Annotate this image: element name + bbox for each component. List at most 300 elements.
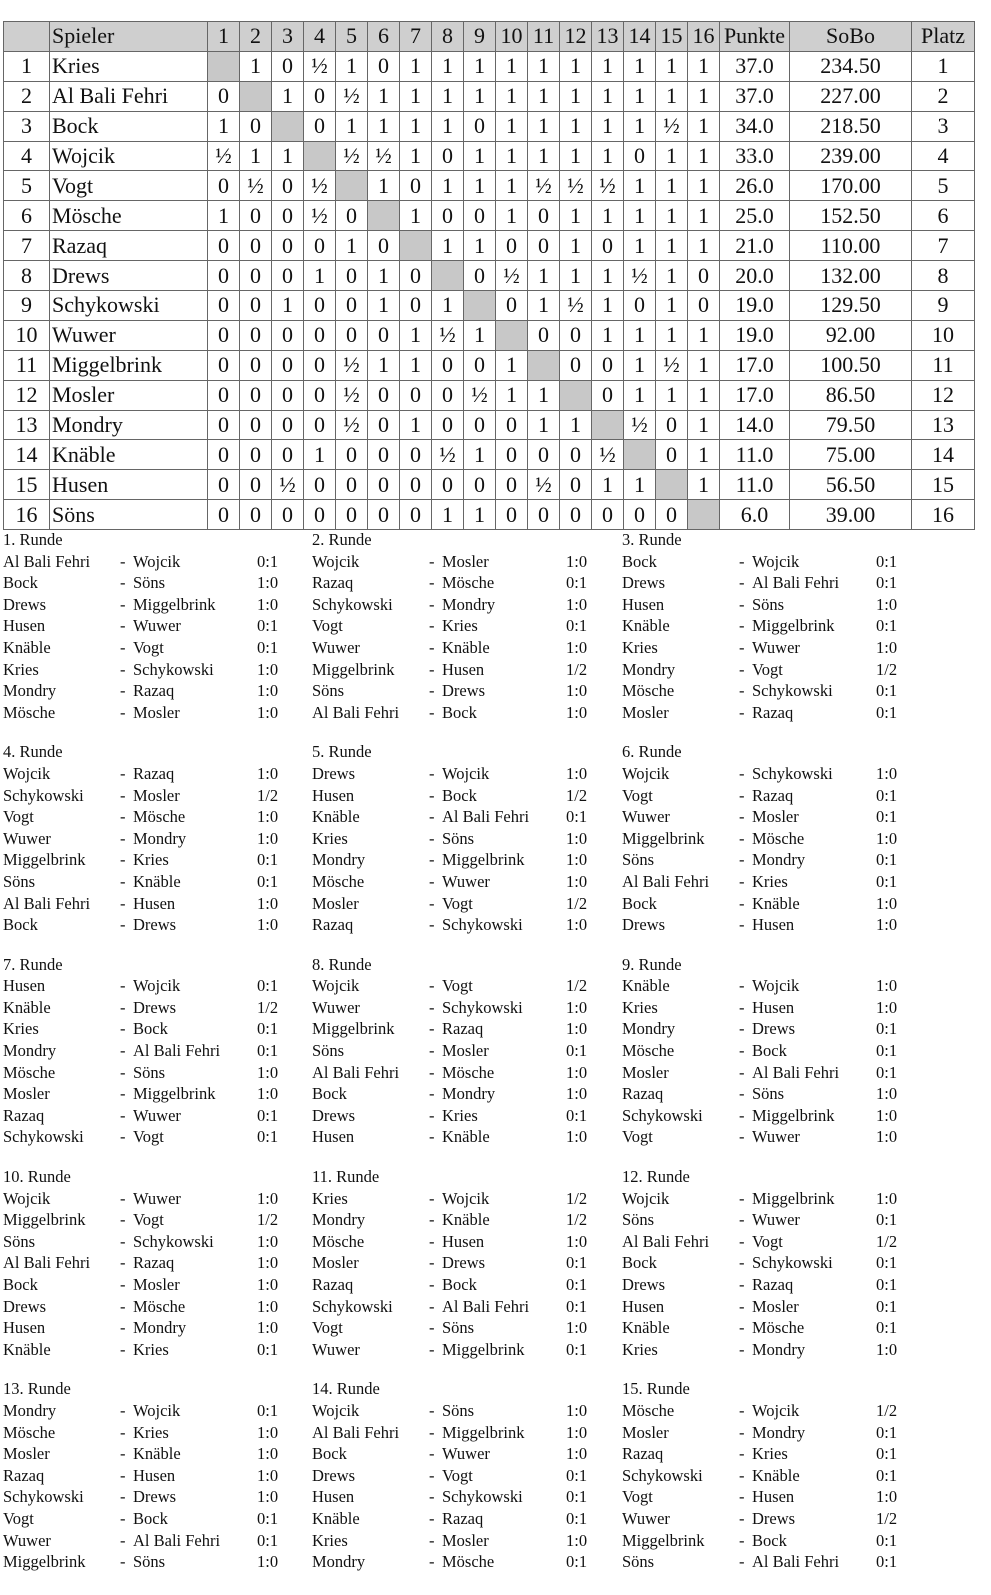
round-title: 13. Runde <box>3 1379 71 1399</box>
player-name: Wojcik <box>50 141 208 171</box>
result-cell: 0 <box>208 350 240 380</box>
pairing-row <box>312 551 621 573</box>
player-number: 9 <box>4 291 50 321</box>
result-cell: 1 <box>624 201 656 231</box>
result-cell: 0 <box>368 440 400 470</box>
sobo-cell: 75.00 <box>790 440 912 470</box>
black-player: Razaq <box>133 1253 175 1273</box>
pairing-row <box>3 785 312 807</box>
pairing-separator: - <box>120 785 126 805</box>
pairing-row <box>3 1296 312 1318</box>
result-cell: 0 <box>688 291 720 321</box>
standings-row <box>4 261 975 291</box>
game-result: 1:0 <box>566 871 588 891</box>
result-cell: 1 <box>688 201 720 231</box>
round-title: 11. Runde <box>312 1167 380 1187</box>
player-number: 16 <box>4 500 50 530</box>
pairing-separator: - <box>429 828 435 848</box>
result-cell: 0 <box>272 380 304 410</box>
result-cell: 0 <box>432 141 464 171</box>
white-player: Kries <box>3 659 39 679</box>
game-result: 0:1 <box>257 1041 279 1061</box>
pairing-row <box>622 1083 931 1105</box>
result-cell: 1 <box>400 410 432 440</box>
pairing-separator: - <box>739 659 745 679</box>
black-player: Al Bali Fehri <box>133 1041 221 1061</box>
pairing-separator: - <box>739 1188 745 1208</box>
result-cell: ½ <box>592 171 624 201</box>
pairing-row <box>3 1530 312 1552</box>
game-result: 1:0 <box>257 1275 279 1294</box>
white-player: Knäble <box>622 616 670 636</box>
result-cell: 1 <box>656 81 688 111</box>
result-cell: 1 <box>624 231 656 261</box>
result-cell: ½ <box>304 171 336 201</box>
pairing-row <box>622 659 931 681</box>
player-number: 6 <box>4 201 50 231</box>
white-player: Bock <box>3 1275 38 1294</box>
black-player: Söns <box>133 573 166 593</box>
pairing-row <box>312 1105 621 1127</box>
pairing-separator: - <box>429 1465 435 1485</box>
result-cell: 0 <box>208 410 240 440</box>
result-cell: 0 <box>496 410 528 440</box>
black-player: Vogt <box>442 893 473 913</box>
result-cell: 1 <box>464 500 496 530</box>
black-player: Knäble <box>442 1210 490 1230</box>
header-round-14: 14 <box>624 22 656 52</box>
result-cell: 1 <box>624 171 656 201</box>
game-result: 0:1 <box>876 573 898 593</box>
pairing-separator: - <box>120 1400 126 1420</box>
pairing-separator: - <box>429 1318 435 1338</box>
pairing-separator: - <box>429 1210 435 1230</box>
pairing-separator: - <box>429 551 435 571</box>
white-player: Mondry <box>3 1400 57 1420</box>
pairing-separator: - <box>429 1019 435 1039</box>
place-cell: 3 <box>912 111 975 141</box>
game-result: 1:0 <box>257 1296 279 1316</box>
black-player: Husen <box>752 915 795 935</box>
black-player: Mosler <box>442 551 489 571</box>
pairing-row <box>3 1126 312 1148</box>
pairing-separator: - <box>739 681 745 701</box>
white-player: Vogt <box>622 1127 653 1147</box>
pairing-separator: - <box>429 1422 435 1442</box>
black-player: Knäble <box>442 1127 490 1147</box>
result-cell: ½ <box>464 380 496 410</box>
result-cell: 0 <box>432 350 464 380</box>
white-player: Mösche <box>3 1422 56 1442</box>
pairing-row <box>3 1400 312 1422</box>
pairing-separator: - <box>120 828 126 848</box>
pairing-row <box>622 1126 931 1148</box>
game-result: 0:1 <box>257 850 279 870</box>
result-cell: 0 <box>464 350 496 380</box>
white-player: Husen <box>3 1318 46 1338</box>
result-cell: ½ <box>240 171 272 201</box>
game-result: 0:1 <box>566 1105 588 1125</box>
diagonal-cell <box>528 350 560 380</box>
result-cell: 0 <box>464 410 496 440</box>
result-cell: 0 <box>336 261 368 291</box>
sobo-cell: 132.00 <box>790 261 912 291</box>
place-cell: 5 <box>912 171 975 201</box>
result-cell: 1 <box>368 261 400 291</box>
black-player: Mösche <box>133 1296 186 1316</box>
game-result: 0:1 <box>876 1253 898 1273</box>
pairing-separator: - <box>739 1253 745 1273</box>
place-cell: 14 <box>912 440 975 470</box>
pairing-row <box>622 806 931 828</box>
result-cell: 0 <box>240 500 272 530</box>
black-player: Husen <box>133 1465 176 1485</box>
white-player: Kries <box>3 1019 39 1039</box>
white-player: Söns <box>312 1041 345 1061</box>
pairing-separator: - <box>739 1296 745 1316</box>
game-result: 0:1 <box>876 1275 898 1294</box>
result-cell: 0 <box>272 440 304 470</box>
result-cell: 1 <box>528 81 560 111</box>
pairing-row <box>3 1508 312 1530</box>
diagonal-cell <box>592 410 624 440</box>
pairing-separator: - <box>120 1105 126 1125</box>
standings-row <box>4 440 975 470</box>
standings-row <box>4 291 975 321</box>
points-cell: 21.0 <box>720 231 790 261</box>
standings-row <box>4 380 975 410</box>
result-cell: 0 <box>400 291 432 321</box>
result-cell: 1 <box>688 171 720 201</box>
result-cell: 1 <box>464 81 496 111</box>
white-player: Knäble <box>622 976 670 996</box>
result-cell: 0 <box>208 171 240 201</box>
result-cell: 0 <box>528 440 560 470</box>
black-player: Kries <box>752 1444 788 1464</box>
result-cell: 0 <box>368 320 400 350</box>
game-result: 1/2 <box>566 893 588 913</box>
pairing-separator: - <box>739 828 745 848</box>
game-result: 0:1 <box>257 871 279 891</box>
result-cell: 1 <box>432 111 464 141</box>
result-cell: 0 <box>528 201 560 231</box>
round-block <box>312 1378 621 1572</box>
result-cell: ½ <box>560 171 592 201</box>
pairing-row <box>3 893 312 915</box>
place-cell: 15 <box>912 470 975 500</box>
game-result: 0:1 <box>566 616 588 636</box>
pairing-separator: - <box>120 1318 126 1338</box>
result-cell: ½ <box>656 350 688 380</box>
result-cell: 0 <box>560 470 592 500</box>
pairing-row <box>312 1443 621 1465</box>
game-result: 1:0 <box>876 1084 898 1104</box>
pairing-row <box>312 702 621 724</box>
result-cell: 0 <box>624 291 656 321</box>
pairing-row <box>3 1062 312 1084</box>
white-player: Kries <box>622 637 658 657</box>
game-result: 0:1 <box>876 1019 898 1039</box>
pairing-row <box>312 1126 621 1148</box>
player-name: Schykowski <box>50 291 208 321</box>
game-result: 0:1 <box>876 1318 898 1338</box>
pairing-row <box>312 1551 621 1573</box>
round-block <box>312 529 621 723</box>
result-cell: 1 <box>368 111 400 141</box>
pairing-separator: - <box>120 1275 126 1294</box>
result-cell: 1 <box>464 440 496 470</box>
result-cell: 1 <box>400 111 432 141</box>
pairing-row <box>3 806 312 828</box>
result-cell: 0 <box>656 500 688 530</box>
standings-row <box>4 410 975 440</box>
result-cell: 1 <box>560 141 592 171</box>
pairing-row <box>3 1040 312 1062</box>
black-player: Söns <box>752 594 785 614</box>
header-round-12: 12 <box>560 22 592 52</box>
result-cell: 1 <box>496 141 528 171</box>
sobo-cell: 110.00 <box>790 231 912 261</box>
black-player: Bock <box>442 785 477 805</box>
standings-row <box>4 111 975 141</box>
result-cell: 1 <box>432 171 464 201</box>
pairing-separator: - <box>739 893 745 913</box>
result-cell: 1 <box>400 81 432 111</box>
pairing-row <box>3 1486 312 1508</box>
pairing-separator: - <box>739 594 745 614</box>
pairing-separator: - <box>120 1019 126 1039</box>
black-player: Söns <box>442 828 475 848</box>
black-player: Mosler <box>442 1530 489 1550</box>
round-block <box>312 741 621 935</box>
result-cell: 1 <box>688 231 720 261</box>
pairing-separator: - <box>120 1530 126 1550</box>
result-cell: 1 <box>272 81 304 111</box>
white-player: Bock <box>622 551 657 571</box>
game-result: 0:1 <box>566 573 588 593</box>
result-cell: 1 <box>496 201 528 231</box>
result-cell: 0 <box>400 380 432 410</box>
game-result: 1:0 <box>876 1487 898 1507</box>
white-player: Mondry <box>312 850 366 870</box>
result-cell: 0 <box>528 500 560 530</box>
pairing-separator: - <box>120 702 126 722</box>
pairing-row <box>312 763 621 785</box>
black-player: Husen <box>752 1487 795 1507</box>
result-cell: 1 <box>464 141 496 171</box>
game-result: 1:0 <box>566 1231 588 1251</box>
result-cell: 0 <box>368 410 400 440</box>
points-cell: 17.0 <box>720 380 790 410</box>
result-cell: ½ <box>592 440 624 470</box>
player-name: Mosler <box>50 380 208 410</box>
result-cell: 0 <box>240 291 272 321</box>
result-cell: 1 <box>432 231 464 261</box>
header-round-15: 15 <box>656 22 688 52</box>
result-cell: 1 <box>400 51 432 81</box>
pairing-row <box>312 871 621 893</box>
pairing-row <box>622 1062 931 1084</box>
game-result: 1/2 <box>257 997 279 1017</box>
place-cell: 7 <box>912 231 975 261</box>
result-cell: 0 <box>432 410 464 440</box>
game-result: 0:1 <box>876 1444 898 1464</box>
black-player: Drews <box>442 1253 486 1273</box>
result-cell: 0 <box>560 500 592 530</box>
game-result: 0:1 <box>257 1530 279 1550</box>
white-player: Knäble <box>622 1318 670 1338</box>
game-result: 0:1 <box>566 1296 588 1316</box>
game-result: 1:0 <box>257 1231 279 1251</box>
game-result: 1/2 <box>566 659 588 679</box>
white-player: Mosler <box>622 702 669 722</box>
game-result: 0:1 <box>257 1127 279 1147</box>
result-cell: 1 <box>592 320 624 350</box>
player-name: Mösche <box>50 201 208 231</box>
pairing-separator: - <box>120 976 126 996</box>
place-cell: 9 <box>912 291 975 321</box>
game-result: 0:1 <box>876 785 898 805</box>
black-player: Razaq <box>133 681 175 701</box>
result-cell: 0 <box>656 410 688 440</box>
pairing-separator: - <box>739 616 745 636</box>
game-result: 1:0 <box>876 763 898 783</box>
black-player: Mosler <box>133 785 180 805</box>
black-player: Mondry <box>442 594 496 614</box>
round-block <box>622 954 931 1148</box>
pairing-row <box>3 1551 312 1573</box>
pairing-separator: - <box>739 1062 745 1082</box>
pairing-row <box>3 828 312 850</box>
result-cell: 0 <box>240 201 272 231</box>
white-player: Wuwer <box>622 1508 670 1528</box>
result-cell: 1 <box>656 171 688 201</box>
white-player: Al Bali Fehri <box>622 1231 710 1251</box>
pairing-row <box>622 1443 931 1465</box>
result-cell: 0 <box>208 291 240 321</box>
pairing-row <box>622 1400 931 1422</box>
pairing-separator: - <box>429 1127 435 1147</box>
white-player: Mösche <box>312 1231 365 1251</box>
pairing-separator: - <box>739 702 745 722</box>
game-result: 0:1 <box>257 1400 279 1420</box>
white-player: Razaq <box>622 1444 664 1464</box>
white-player: Vogt <box>3 1508 34 1528</box>
pairing-separator: - <box>120 1508 126 1528</box>
black-player: Miggelbrink <box>442 850 525 870</box>
white-player: Husen <box>622 594 665 614</box>
white-player: Mosler <box>312 893 359 913</box>
result-cell: 0 <box>336 440 368 470</box>
pairing-separator: - <box>120 1188 126 1208</box>
header-round-6: 6 <box>368 22 400 52</box>
black-player: Wuwer <box>442 1444 490 1464</box>
black-player: Miggelbrink <box>752 1188 835 1208</box>
round-title: 6. Runde <box>622 742 682 762</box>
result-cell: 0 <box>272 320 304 350</box>
white-player: Mondry <box>312 1552 366 1572</box>
white-player: Wuwer <box>3 828 51 848</box>
result-cell: 0 <box>464 470 496 500</box>
black-player: Mösche <box>752 1318 805 1338</box>
black-player: Mösche <box>752 828 805 848</box>
white-player: Wojcik <box>312 1400 360 1420</box>
game-result: 1/2 <box>876 1508 898 1528</box>
result-cell: 1 <box>336 51 368 81</box>
black-player: Schykowski <box>752 1253 833 1273</box>
pairing-separator: - <box>739 1105 745 1125</box>
place-cell: 12 <box>912 380 975 410</box>
white-player: Razaq <box>312 1275 354 1294</box>
result-cell: 0 <box>592 500 624 530</box>
white-player: Wuwer <box>622 807 670 827</box>
black-player: Vogt <box>752 659 783 679</box>
pairing-row <box>312 594 621 616</box>
result-cell: 1 <box>528 51 560 81</box>
result-cell: ½ <box>432 320 464 350</box>
black-player: Drews <box>133 915 177 935</box>
black-player: Knäble <box>133 1444 181 1464</box>
game-result: 0:1 <box>876 807 898 827</box>
standings-row <box>4 350 975 380</box>
black-player: Mosler <box>133 702 180 722</box>
pairing-row <box>622 1486 931 1508</box>
game-result: 0:1 <box>876 1210 898 1230</box>
black-player: Razaq <box>442 1019 484 1039</box>
result-cell: 1 <box>656 231 688 261</box>
pairing-separator: - <box>429 681 435 701</box>
black-player: Söns <box>133 1062 166 1082</box>
pairing-separator: - <box>739 763 745 783</box>
game-result: 0:1 <box>257 551 279 571</box>
result-cell: 1 <box>336 111 368 141</box>
white-player: Söns <box>3 1231 36 1251</box>
black-player: Wojcik <box>752 1400 800 1420</box>
pairing-row <box>622 828 931 850</box>
black-player: Mondry <box>752 1339 806 1359</box>
header-round-5: 5 <box>336 22 368 52</box>
white-player: Al Bali Fehri <box>312 702 400 722</box>
result-cell: 1 <box>368 81 400 111</box>
pairing-row <box>312 1422 621 1444</box>
game-result: 0:1 <box>876 702 898 722</box>
result-cell: 1 <box>432 51 464 81</box>
white-player: Bock <box>3 915 38 935</box>
pairing-separator: - <box>429 616 435 636</box>
result-cell: 1 <box>496 81 528 111</box>
pairing-separator: - <box>739 1127 745 1147</box>
game-result: 1:0 <box>257 594 279 614</box>
white-player: Wuwer <box>3 1530 51 1550</box>
place-cell: 2 <box>912 81 975 111</box>
round-block <box>3 1378 312 1572</box>
white-player: Razaq <box>3 1105 45 1125</box>
pairing-row <box>622 1296 931 1318</box>
standings-row <box>4 171 975 201</box>
result-cell: 1 <box>240 51 272 81</box>
round-block <box>622 741 931 935</box>
black-player: Wuwer <box>752 1127 800 1147</box>
result-cell: 1 <box>496 380 528 410</box>
result-cell: 1 <box>688 141 720 171</box>
black-player: Wojcik <box>752 976 800 996</box>
pairing-separator: - <box>429 1253 435 1273</box>
white-player: Söns <box>622 850 655 870</box>
pairing-row <box>3 1317 312 1339</box>
black-player: Mösche <box>442 1552 495 1572</box>
pairing-separator: - <box>429 1508 435 1528</box>
pairing-row <box>622 680 931 702</box>
